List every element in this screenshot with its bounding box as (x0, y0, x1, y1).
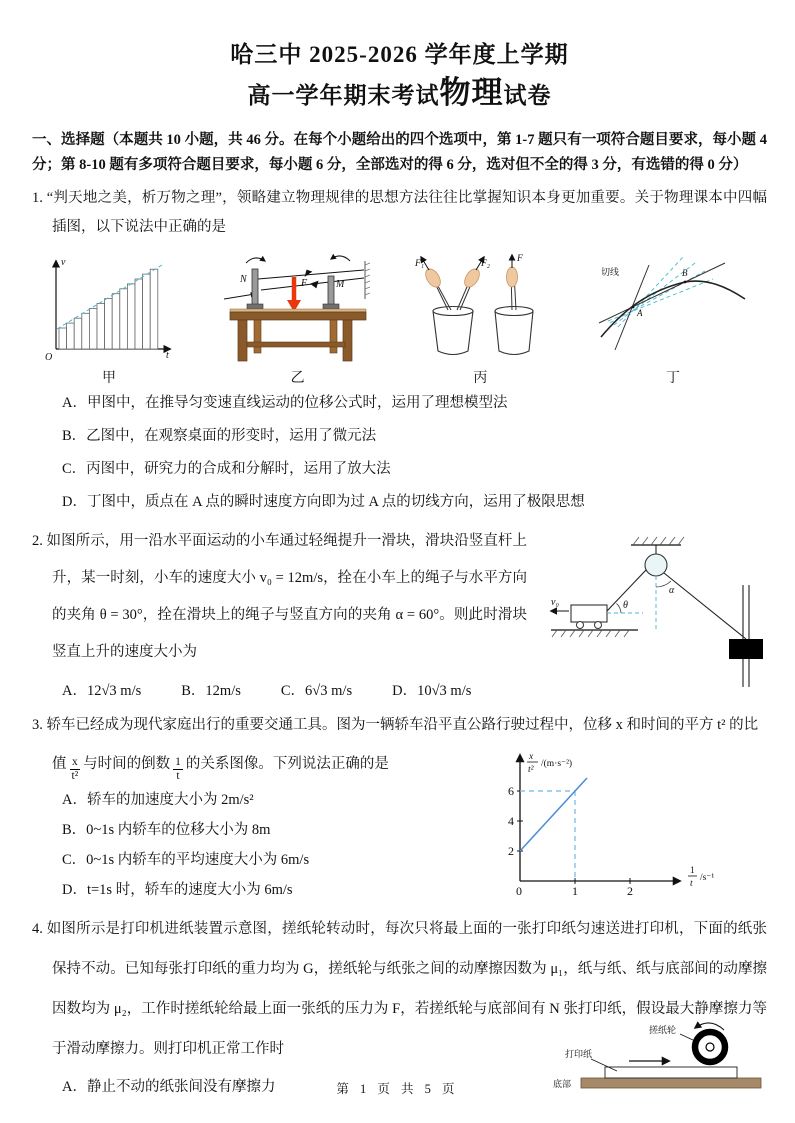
alpha-label: α (669, 585, 675, 596)
figure-bing-force-composition (415, 249, 545, 365)
pulley (645, 554, 667, 576)
figure-ding (587, 249, 759, 387)
q3-line2-mid: 与时间的倒数 (83, 756, 171, 772)
q1-option-b: B．乙图中，在观察桌面的形变时，运用了微元法 (62, 428, 377, 444)
q3-text-line1: 3. 轿车已经成为现代家庭出行的重要交通工具。图为一辆轿车沿平直公路行驶过程中，位移 x 和时间的平方 t² 的比 (32, 717, 759, 733)
label-F1: F₁ (415, 259, 425, 269)
xlabel-num: 1 (690, 866, 695, 876)
figure-ding-tangent-curve (587, 249, 759, 365)
q4-option-a: A．静止不动的纸张间没有摩擦力 (62, 1079, 276, 1095)
tangent-label: 切线 (600, 267, 619, 277)
ytick-2: 2 (508, 844, 514, 858)
q3-option-a: A．轿车的加速度大小为 2m/s² (62, 792, 254, 808)
paper-label: 打印纸 (565, 1049, 593, 1059)
figure-yi-table-deformation (222, 249, 374, 365)
q2-text: 2. 如图所示，用一沿水平面运动的小车通过轻绳提升一滑块，滑块沿竖直杆上升，某一时刻，小车的速度大小 v₀ = 12m/s，拴在小车上的绳子与水平方向的夹角 θ = 30°，拴在滑块上的绳子与竖直方向的夹角 α = 60°。则此时滑块竖直上升的速度大小为 (32, 533, 527, 660)
limit-chords (608, 257, 713, 327)
q3-graph (480, 743, 725, 895)
theta-label: θ (623, 600, 628, 611)
q3-option-b: B．0~1s 内轿车的位移大小为 8m (62, 822, 271, 838)
xlabel-unit: /s⁻¹ (700, 873, 715, 883)
q3-option-d: D．t=1s 时，轿车的速度大小为 6m/s (62, 882, 293, 898)
ytick-6: 6 (508, 784, 514, 798)
label-F2: F₂ (481, 259, 491, 269)
label-N: N (239, 274, 247, 285)
ylabel-unit: /(m·s⁻²) (541, 759, 573, 769)
axis-label-v: v (61, 257, 66, 268)
page-title (32, 38, 767, 118)
q1-figures-row (32, 245, 767, 387)
q2-option-a: A．12√3 m/s (62, 683, 142, 699)
velocity-bars (59, 269, 158, 349)
ytick-4: 4 (508, 814, 514, 828)
title-line-2-pre: 高一学年期末考试 (247, 83, 440, 108)
label-F: F (517, 254, 524, 264)
title-line-2-post: 试卷 (503, 83, 552, 108)
origin-label: O (45, 352, 53, 363)
title-line-1: 哈三中 2025-2026 学年度上学期 (230, 42, 569, 67)
q2-option-c: C．6√3 m/s (280, 683, 353, 699)
section-instructions: 一、选择题（本题共 10 小题，共 46 分。在每个小题给出的四个选项中，第 1-7 题只有一项符合题目要求，每小题 4 分；第 8-10 题有多项符合题目要求，每小题 6 分，全部选对的得 6 分，选对但不全的得 3 分，有选错的得 0 分） (32, 132, 767, 173)
q3-option-c: C．0~1s 内轿车的平均速度大小为 6m/s (62, 852, 310, 868)
paper-stack (605, 1067, 737, 1078)
q3-figure (480, 743, 725, 900)
fraction-1-over-t: $\frac{1}{t}$ (175, 755, 181, 782)
page-footer: 第 1 页 共 5 页 (336, 1082, 459, 1096)
ylabel-den: t² (528, 765, 534, 775)
v0-label: v₀ (551, 597, 559, 608)
title-subject: 物理 (439, 75, 504, 110)
label-M: M (335, 279, 344, 290)
q1-option-a: A．甲图中，在推导匀变速直线运动的位移公式时，运用了理想模型法 (62, 395, 508, 411)
q1-options (32, 387, 767, 519)
q3-line2-post: 的关系图像。下列说法正确的是 (185, 756, 389, 772)
figure-yi (222, 249, 374, 387)
bottom-label: 底部 (553, 1079, 572, 1089)
data-line (520, 778, 587, 851)
title-line-2 (32, 71, 767, 118)
axis-label-t: t (166, 350, 169, 361)
ylabel-num: x (529, 752, 534, 762)
figure-caption-ding: 丁 (665, 371, 680, 386)
q3-line2-pre: 值 (52, 756, 67, 772)
q2-pulley-diagram (543, 529, 775, 689)
roller-label: 搓纸轮 (649, 1025, 677, 1035)
figure-jia (38, 249, 180, 387)
q1-option-d: D．丁图中，质点在 A 点的瞬时速度方向即为过 A 点的切线方向，运用了极限思想 (62, 494, 585, 510)
xtick-2: 2 (627, 884, 633, 895)
figure-bing (415, 249, 545, 387)
q2-option-d: D．10√3 m/s (392, 683, 472, 699)
q3-options (32, 785, 492, 905)
point-B-label: B (681, 268, 688, 278)
sliding-block (729, 639, 763, 659)
q2-option-b: B．12m/s (181, 683, 241, 699)
figure-caption-jia: 甲 (102, 371, 116, 386)
question-3 (32, 711, 767, 905)
question-1 (32, 184, 767, 519)
cart (571, 605, 607, 622)
motion-curve (601, 281, 745, 337)
xlabel-den: t (690, 879, 693, 889)
q1-option-c: C．丙图中，研究力的合成和分解时，运用了放大法 (62, 461, 391, 477)
q2-figure (543, 529, 775, 694)
fraction-x-over-t2: $\frac{x}{\text{t²}}$ (71, 755, 79, 782)
q1-text: 1. “判天地之美，析万物之理”，领略建立物理规律的思想方法往往比掌握知识本身更加重要。关于物理课本中四幅插图，以下说法中正确的是 (32, 190, 767, 235)
figure-caption-yi: 乙 (290, 371, 305, 386)
question-4 (32, 909, 767, 1102)
label-F: F (300, 278, 307, 289)
figure-caption-bing: 丙 (473, 371, 488, 386)
xtick-1: 1 (572, 884, 578, 895)
point-A-label: A (636, 308, 643, 318)
figure-jia-vt-bar-graph (38, 249, 180, 365)
question-2 (32, 523, 767, 708)
rope-block-side (664, 573, 746, 639)
q4-text: 4. 如图所示是打印机进纸装置示意图，搓纸轮转动时，每次只将最上面的一张打印纸匀速送进打印机，下面的纸张保持不动。已知每张打印纸的重力均为 G，搓纸轮与纸张之间的动摩擦因数为 μ₁，纸与纸、纸与底部间的动摩擦因数均为 μ₂，工作时搓纸轮给最上面一张纸的压力为 F，若搓纸轮与底部间有 N 张打印纸，假设最大静摩擦力等于滑动摩擦力。则打印机正常工作时 (32, 921, 767, 1057)
xtick-0: 0 (516, 884, 522, 895)
